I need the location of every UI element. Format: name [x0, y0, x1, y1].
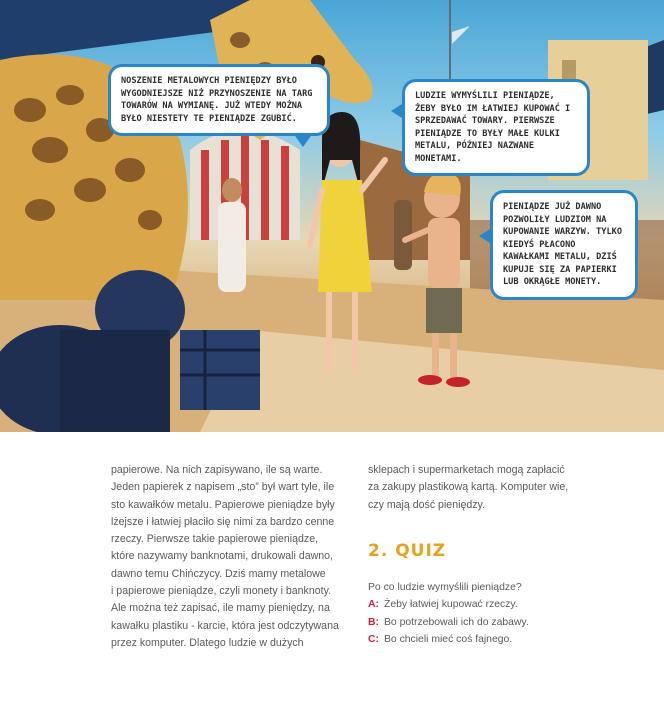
text-line: rzeczy. Pierwsze takie papierowe pieniądze,	[111, 533, 319, 546]
option-text: Żeby łatwiej kupować rzeczy.	[383, 599, 518, 611]
quiz-heading: 2. QUIZ	[368, 541, 447, 561]
text-line: papierowe. Na nich zapisywano, ile są warte.	[111, 464, 323, 476]
body-text-left-column	[111, 462, 357, 652]
text-line: przez komputer. Dlatego ludzie w dużych	[111, 636, 304, 649]
text-line: za zakupy plastikową kartą. Komputer wie,	[368, 481, 569, 494]
quiz-option-c[interactable]	[368, 631, 608, 648]
text-line: Ale można też zapisać, ile mamy pieniędzy, na	[111, 602, 330, 615]
speech-bubble-girl	[402, 79, 590, 176]
text-line: czy mają dość pieniędzy.	[368, 498, 485, 511]
option-letter: C:	[368, 633, 379, 645]
text-line: lżejsze i łatwiej płaciło się nimi za bardzo cenne	[111, 515, 335, 528]
speech-bubble-tail	[479, 227, 493, 245]
quiz-question: Po co ludzie wymyślili pieniądze?	[368, 582, 522, 593]
speech-bubble-text: LUDZIE WYMYŚLILI PIENIĄDZE, ŻEBY BYŁO IM ŁATWIEJ KUPOWAĆ I SPRZEDAWAĆ TOWARY. PIERWSZE PIENIĄDZE TO BYŁY MAŁE KULKI METALU, PÓŹNIEJ NAZWANE MONETAMI.	[415, 91, 571, 164]
text-line: kawałku plastiku - karcie, która jest odczytywana	[111, 619, 339, 632]
quiz-block	[368, 579, 608, 648]
body-text-right-column	[368, 462, 598, 514]
quiz-option-a[interactable]	[368, 596, 608, 613]
option-letter: A:	[368, 599, 379, 611]
option-letter: B:	[368, 616, 379, 628]
option-text: Bo potrzebowali ich do zabawy.	[383, 616, 529, 628]
speech-bubble-tail	[391, 102, 405, 120]
option-text: Bo chcieli mieć coś fajnego.	[383, 633, 513, 645]
text-line: dawno temu Chińczycy. Dziś mamy metalowe	[111, 567, 326, 580]
text-line: Jeden papierek z napisem „sto” był wart tyle, ile	[111, 481, 335, 494]
text-line: które nazywamy banknotami, drukowali dawno,	[111, 550, 333, 563]
quiz-option-b[interactable]	[368, 614, 608, 631]
speech-bubble-text: NOSZENIE METALOWYCH PIENIĘDZY BYŁO WYGODNIEJSZE NIŻ PRZYNOSZENIE NA TARG TOWARÓW NA WYMIANĘ. JUŻ WTEDY MOŻNA BYŁO NIESTETY TE PIENIĄDZE ZGUBIĆ.	[121, 76, 313, 124]
speech-bubble-giraffe	[108, 64, 330, 136]
text-line: sto kawałków metalu. Papierowe pieniądze były	[111, 498, 335, 511]
text-line: sklepach i supermarketach mogą zapłacić	[368, 464, 565, 476]
speech-bubble-boy	[490, 190, 638, 300]
speech-bubble-tail	[293, 133, 313, 147]
text-line: i papierowe pieniądze, czyli monety i banknoty.	[111, 585, 332, 598]
speech-bubble-text: PIENIĄDZE JUŻ DAWNO POZWOLIŁY LUDZIOM NA KUPOWANIE WARZYW. TYLKO KIEDYŚ PŁACONO KAWAŁKAMI METALU, DZIŚ KUPUJE SIĘ ZA PAPIERKI LUB OKRĄGŁE MONETY.	[503, 202, 622, 287]
